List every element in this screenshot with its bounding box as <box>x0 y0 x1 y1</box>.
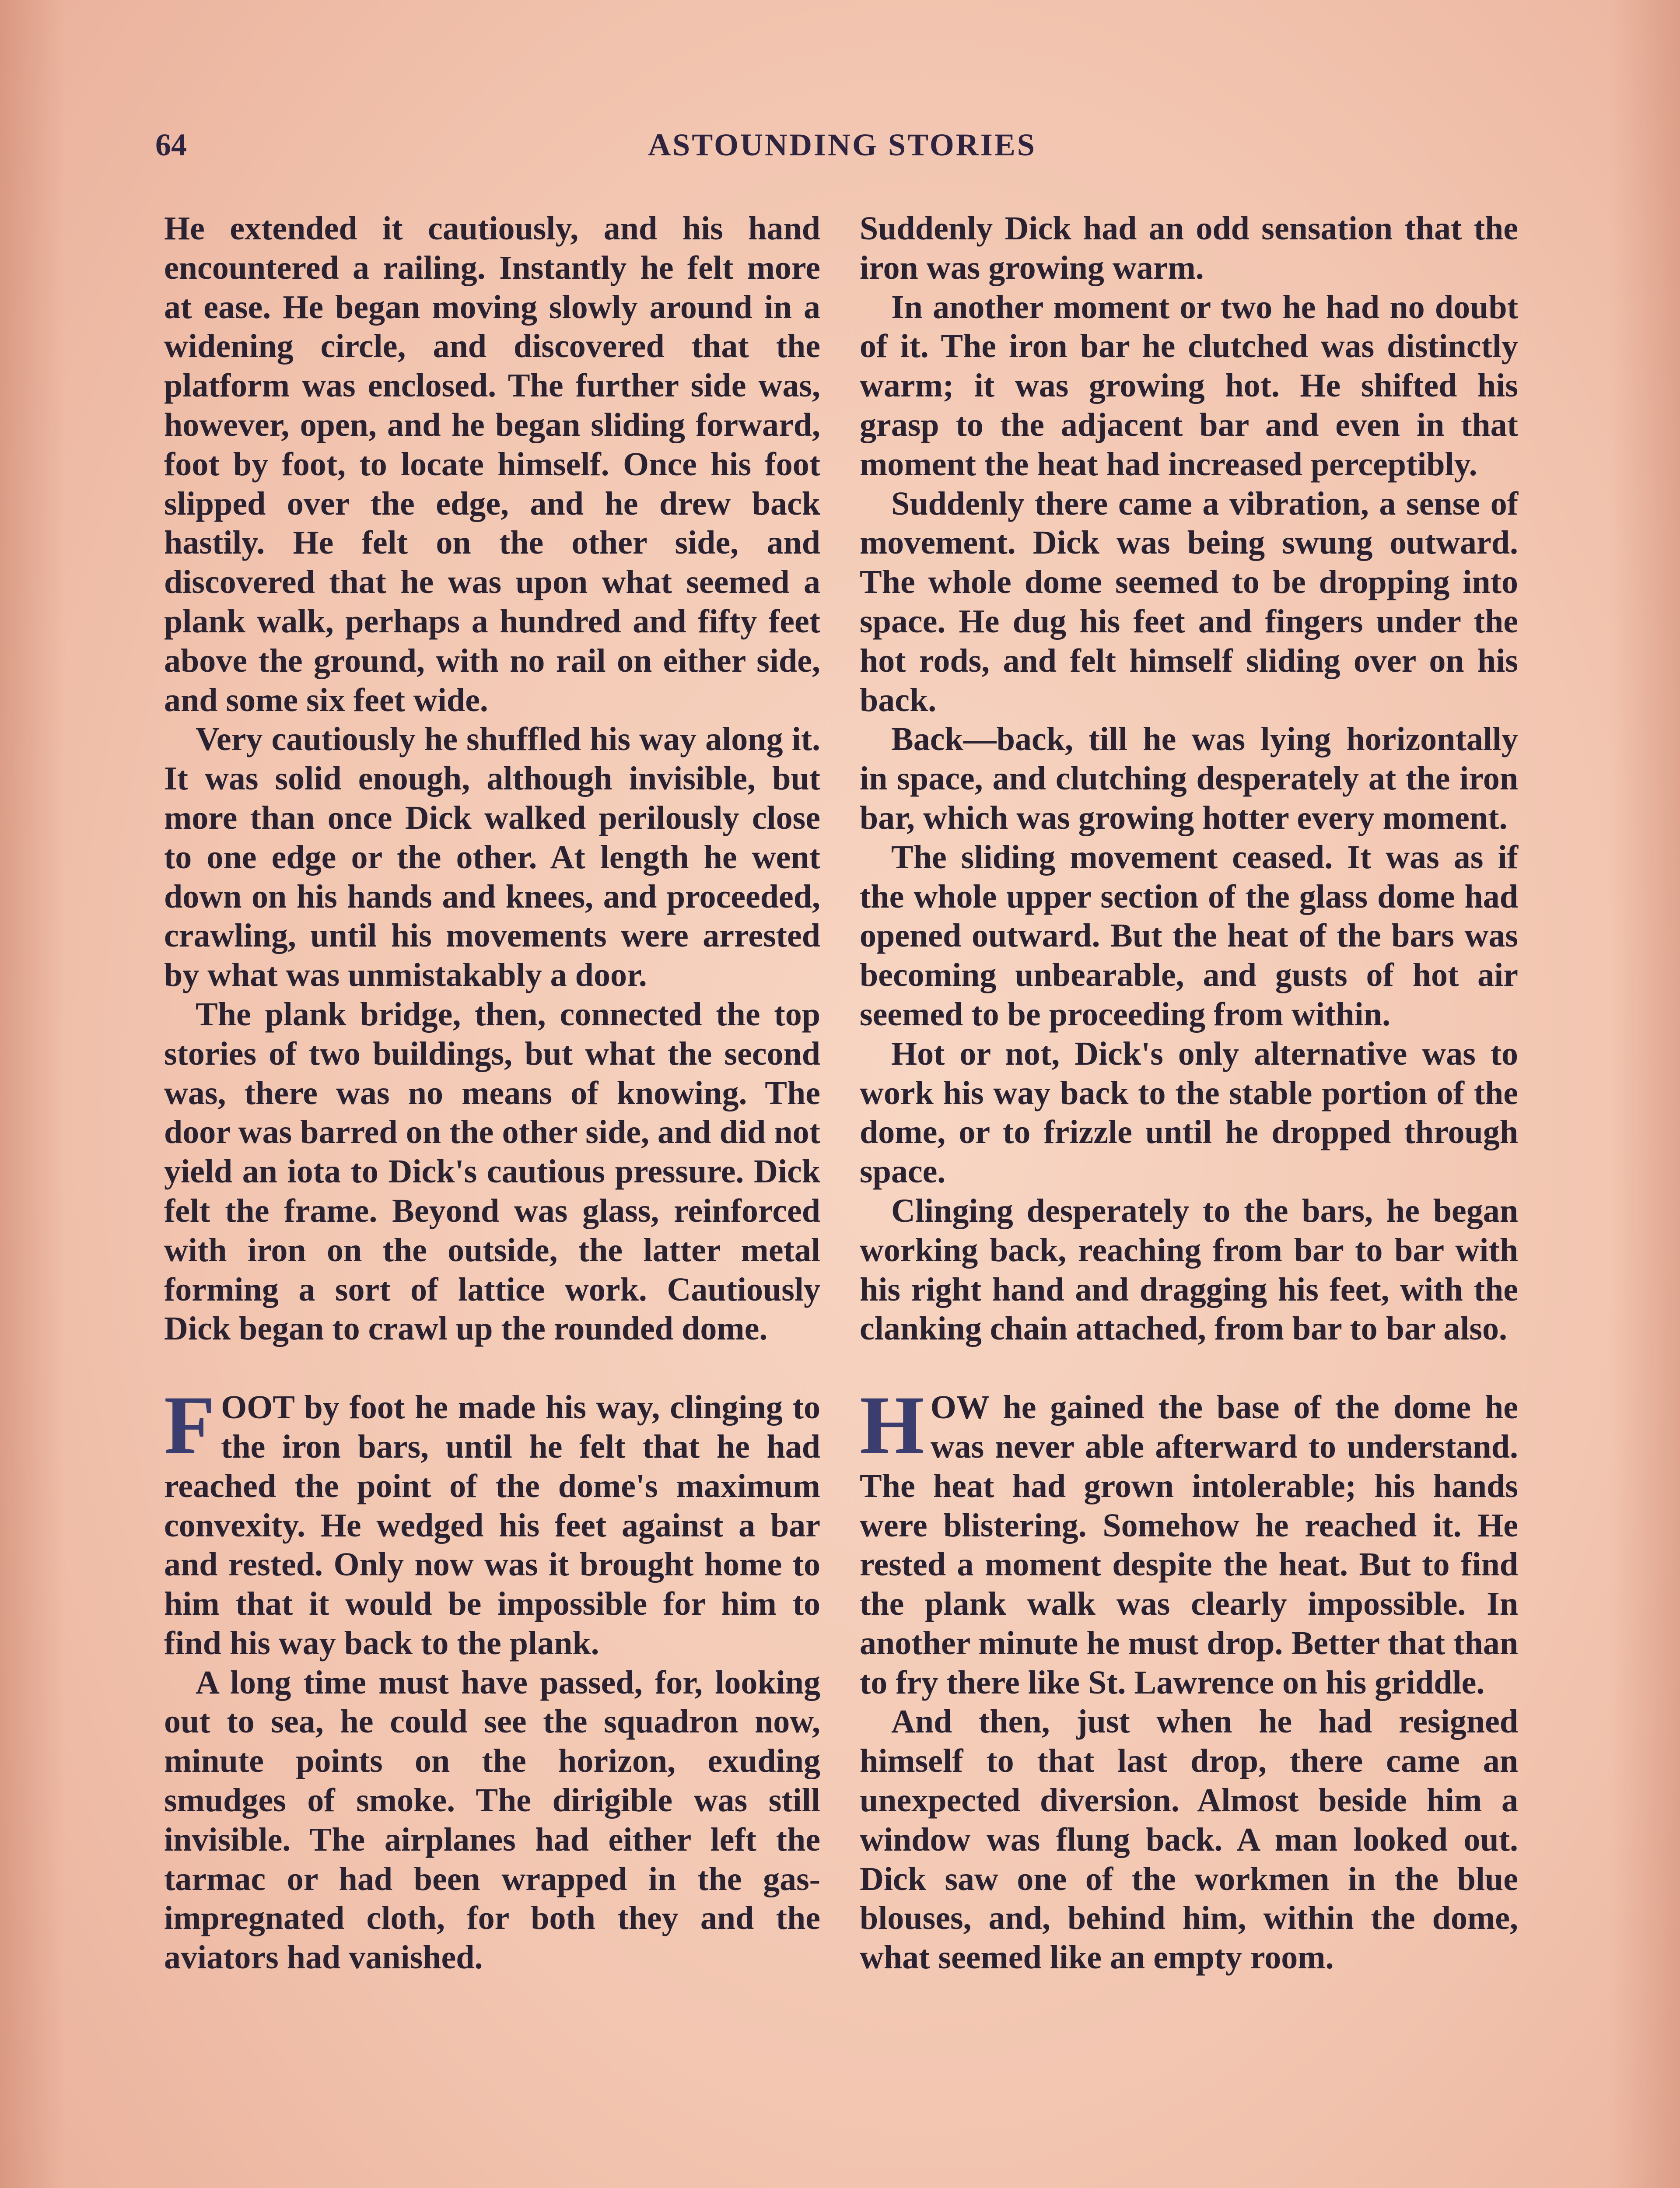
paragraph: The sliding movement ceased. It was as if the whole upper section of the glass dome had opened outward. But the heat of the bars was becoming unbearable, and gusts of hot air seemed to be proceeding from within. <box>860 838 1518 1033</box>
paragraph: The plank bridge, then, connected the top stories of two buildings, but what the second was, there was no means of knowing. The door was barred on the other side, and did not yield an iota to Dick's cautious pressure. Dick felt the frame. Beyond was glass, reinforced with iron on the outside, the latter metal forming a sort of lattice work. Cautiously Dick began to crawl up the rounded dome. <box>164 996 820 1347</box>
running-title: ASTOUNDING STORIES <box>648 127 1036 162</box>
drop-cap: H <box>860 1379 924 1472</box>
paragraph-text: OOT by foot he made his way, clinging to the iron bars, until he felt that he had reached the point of the dome's maximum convexity. He wedged his feet against a bar and rested. Only now was it brought home to him that it would be impossible for him to find his way back to the plank. <box>164 1389 820 1662</box>
drop-cap: F <box>164 1379 215 1472</box>
paragraph: And then, just when he had resigned himself to that last drop, there came an unexpected diversion. Almost beside him a window was flung back. A man looked out. Dick saw one of the workmen in the blue blouses, and, behind him, within the dome, what seemed like an empty room. <box>860 1703 1518 1976</box>
paragraph-with-drop-cap <box>860 1379 1518 1702</box>
paragraph: Suddenly Dick had an odd sensation that the iron was growing warm. <box>860 210 1518 286</box>
paragraph: He extended it cautiously, and his hand encountered a railing. Instantly he felt more at ease. He began moving slowly around in a widening circle, and discovered that the platform was enclosed. The further side was, however, open, and he began sliding forward, foot by foot, to locate himself. Once his foot slipped over the edge, and he drew back hastily. He felt on the other side, and discovered that he was upon what seemed a plank walk, perhaps a hundred and fifty feet above the ground, with no rail on either side, and some six feet wide. <box>164 210 820 719</box>
left-column <box>164 209 820 1978</box>
page-shadow-left <box>0 0 66 2188</box>
page-number: 64 <box>155 127 187 162</box>
paragraph: In another moment or two he had no doubt of it. The iron bar he clutched was distinctly warm; it was growing hot. He shifted his grasp to the adjacent bar and even in that moment the heat had increased perceptibly. <box>860 288 1518 483</box>
paragraph: Very cautiously he shuffled his way along it. It was solid enough, although invisible, but more than once Dick walked perilously close to one edge or the other. At length he went down on his hands and knees, and proceeded, crawling, until his movements were arrested by what was unmistakably a door. <box>164 721 820 994</box>
paragraph: Clinging desperately to the bars, he began working back, reaching from bar to bar with his right hand and dragging his feet, with the clanking chain attached, from bar to bar also. <box>860 1192 1518 1347</box>
paragraph: A long time must have passed, for, looking out to sea, he could see the squadron now, minute points on the horizon, exuding smudges of smoke. The dirigible was still invisible. The airplanes had either left the tarmac or had been wrapped in the gas-impregnated cloth, for both they and the aviators had vanished. <box>164 1664 820 1976</box>
right-column <box>860 209 1518 1978</box>
paragraph: Back—back, till he was lying horizontally in space, and clutching desperately at the iron bar, which was growing hotter every moment. <box>860 721 1518 836</box>
paragraph: Suddenly there came a vibration, a sense of movement. Dick was being swung outward. The whole dome seemed to be dropping into space. He dug his feet and fingers under the hot rods, and felt himself sliding over on his back. <box>860 485 1518 719</box>
paragraph: Hot or not, Dick's only alternative was to work his way back to the stable portion of the dome, or to frizzle until he dropped through space. <box>860 1035 1518 1190</box>
paragraph-with-drop-cap <box>164 1379 820 1663</box>
paragraph-text: OW he gained the base of the dome he was never able afterward to understand. The heat had grown intolerable; his hands were blistering. Somehow he reached it. He rested a moment despite the heat. But to find the plank walk was clearly impossible. In another minute he must drop. Better that than to fry there like St. Lawrence on his griddle. <box>860 1389 1518 1701</box>
page-shadow-right <box>1610 0 1680 2188</box>
page-header <box>155 127 1529 175</box>
